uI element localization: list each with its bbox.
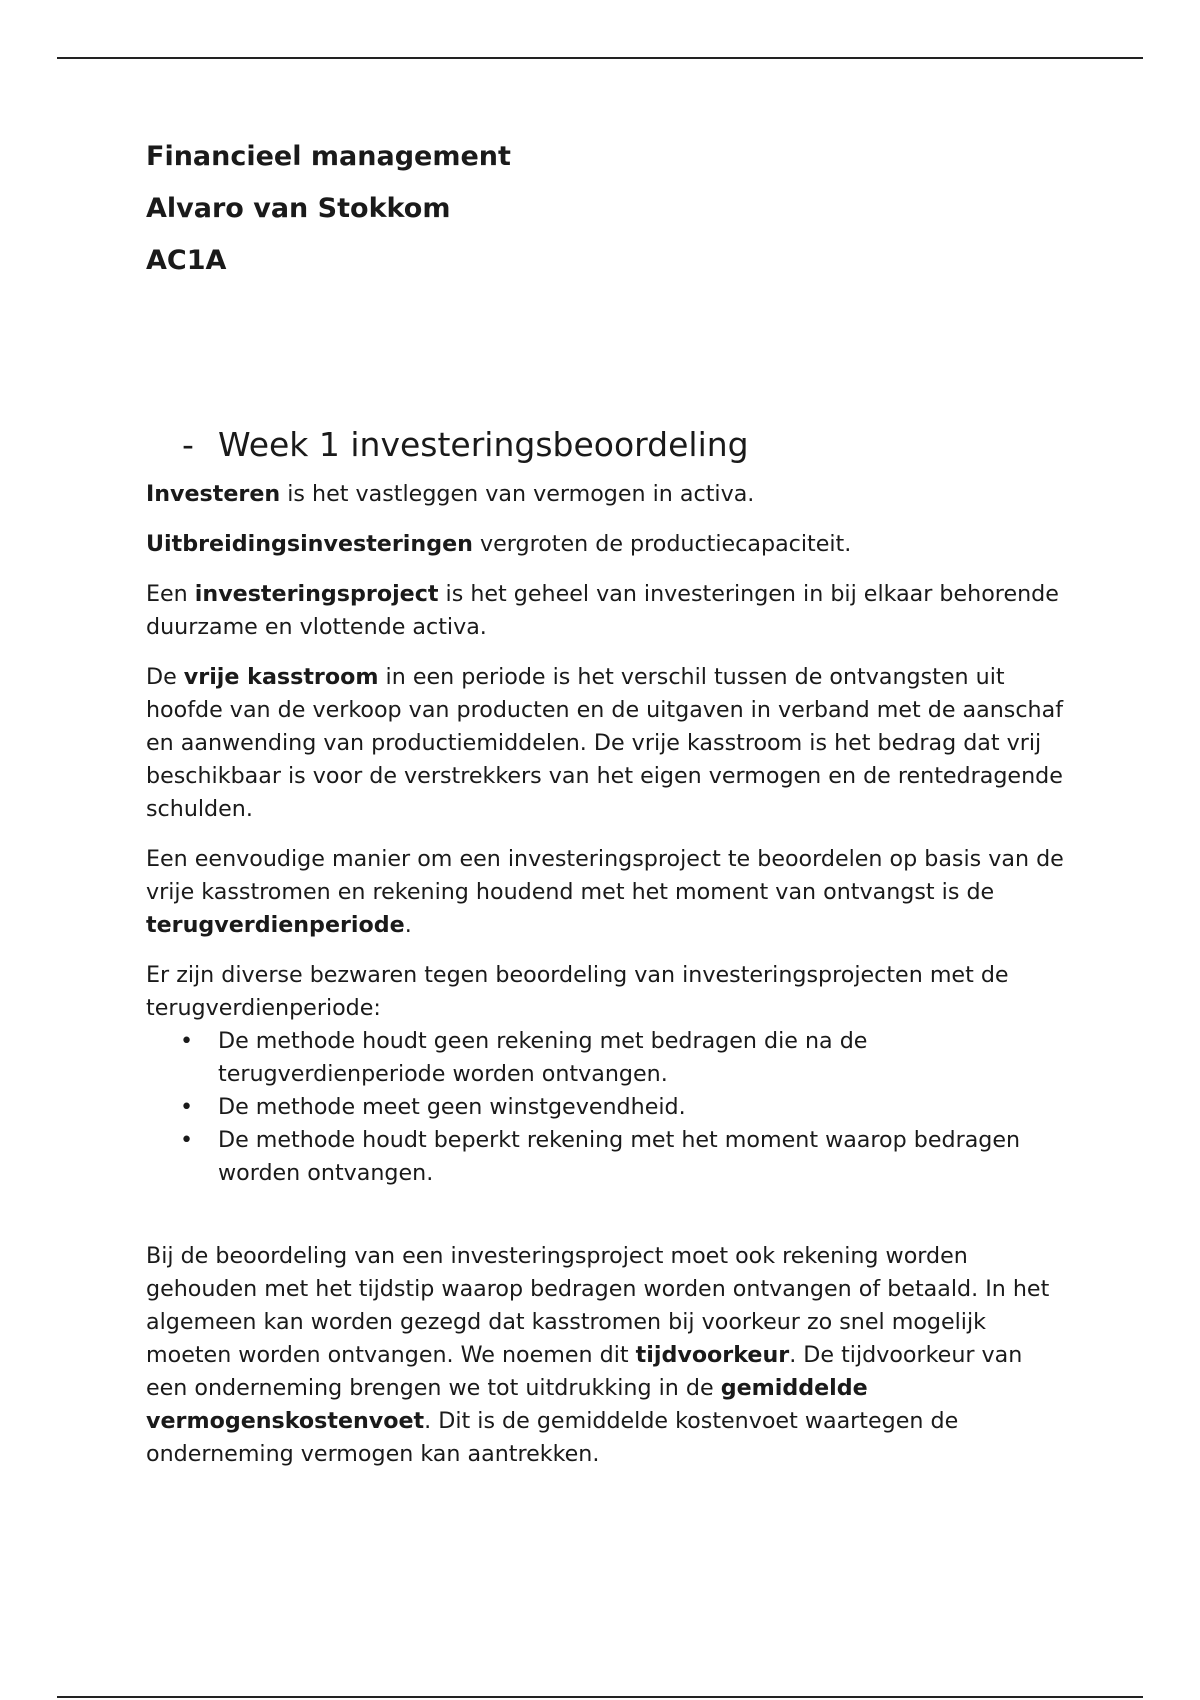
term: gemiddelde vermogenskostenvoet	[146, 1375, 868, 1434]
paragraph-investeren: Investeren is het vastleggen van vermogen in activa.	[146, 481, 755, 507]
paragraph-terugverdienperiode: Een eenvoudige manier om een investeringsproject te beoordelen op basis van de vrije kasstromen en rekening houdend met het moment van ontvangst is de terugverdienperiode.	[146, 846, 1064, 938]
term: tijdvoorkeur	[635, 1342, 790, 1368]
heading-dash: -	[182, 425, 194, 464]
paragraph-investeringsproject: Een investeringsproject is het geheel van investeringen in bij elkaar behorende duurzame en vlottende activa.	[146, 581, 1059, 640]
section-title: Week 1 investeringsbeoordeling	[218, 425, 749, 464]
bullet-icon: •	[180, 1127, 194, 1153]
bullet-icon: •	[180, 1094, 194, 1120]
author-name: Alvaro van Stokkom	[146, 193, 451, 224]
bezwaren-list	[146, 1025, 1066, 1190]
top-rule	[57, 57, 1143, 59]
section-heading	[146, 425, 1066, 464]
list-item: • De methode houdt geen rekening met bedragen die na de terugverdienperiode worden ontvangen.	[146, 1025, 1066, 1091]
term: terugverdienperiode	[146, 912, 405, 938]
term: investeringsproject	[194, 581, 439, 607]
paragraph-tijdvoorkeur: Bij de beoordeling van een investeringsproject moet ook rekening worden gehouden met het tijdstip waarop bedragen worden ontvangen of betaald. In het algemeen kan worden gezegd dat kasstromen bij voorkeur zo snel mogelijk moeten worden ontvangen. We noemen dit tijdvoorkeur. De tijdvoorkeur van een onderneming brengen we tot uitdrukking in de gemiddelde vermogenskostenvoet. Dit is de gemiddelde kostenvoet waartegen de onderneming vermogen kan aantrekken.	[146, 1243, 1050, 1467]
term: Investeren	[146, 481, 281, 507]
bullet-icon: •	[180, 1028, 194, 1054]
term: Uitbreidingsinvesteringen	[146, 531, 473, 557]
term: vrije kasstroom	[183, 664, 379, 690]
paragraph-vrije-kasstroom: De vrije kasstroom in een periode is het verschil tussen de ontvangsten uit hoofde van de verkoop van producten en de uitgaven in verband met de aanschaf en aanwending van productiemiddelen. De vrije kasstroom is het bedrag dat vrij beschikbaar is voor de verstrekkers van het eigen vermogen en de rentedragende schulden.	[146, 664, 1064, 822]
bottom-rule	[57, 1696, 1143, 1698]
class-code: AC1A	[146, 245, 227, 276]
list-item: • De methode meet geen winstgevendheid.	[146, 1091, 1066, 1124]
paragraph-uitbreiding: Uitbreidingsinvesteringen vergroten de productiecapaciteit.	[146, 531, 852, 557]
list-item: • De methode houdt beperkt rekening met het moment waarop bedragen worden ontvangen.	[146, 1124, 1066, 1190]
paragraph-bezwaren: Er zijn diverse bezwaren tegen beoordeling van investeringsprojecten met de terugverdienperiode:	[146, 962, 1009, 1021]
course-title: Financieel management	[146, 141, 511, 172]
document-body	[146, 140, 1066, 1488]
